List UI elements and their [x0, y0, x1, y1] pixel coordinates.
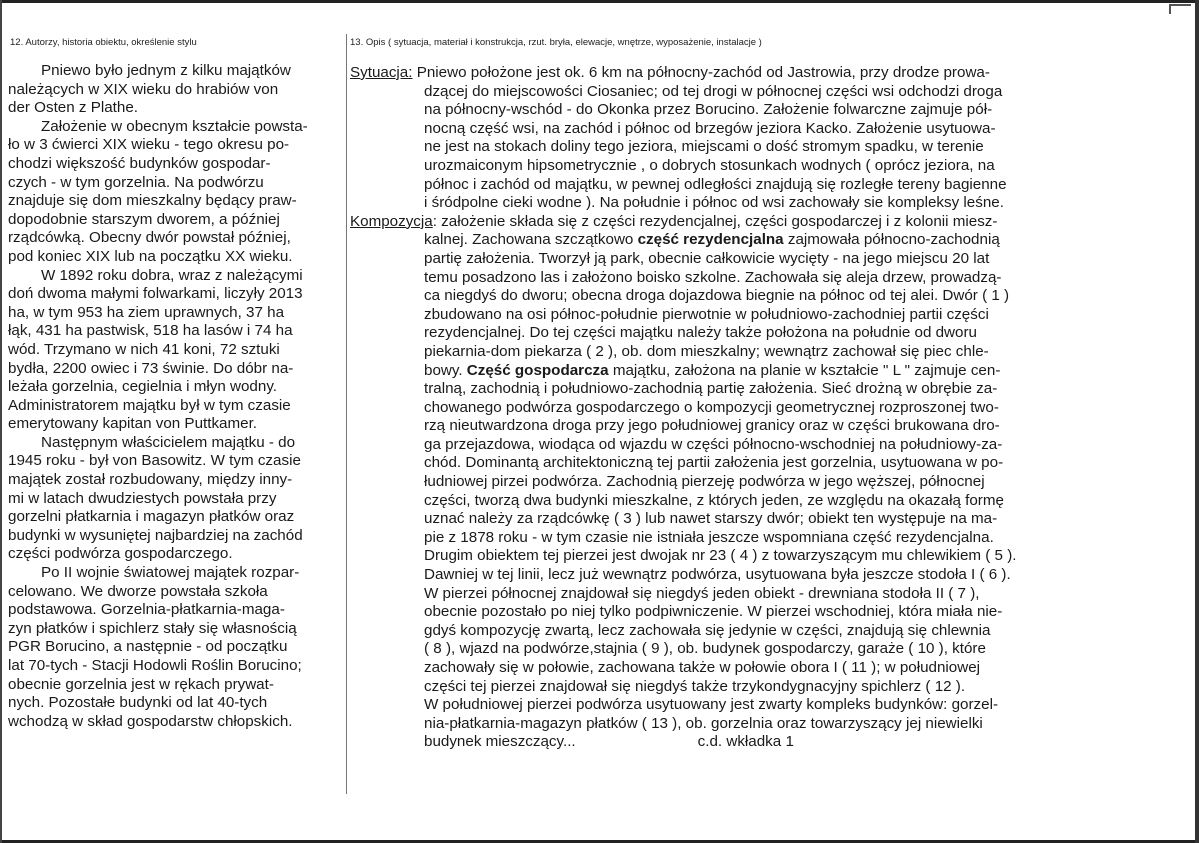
description-line: piekarnia-dom piekarza ( 2 ), ob. dom mieszkalny; wewnątrz zachował się piec chle-	[424, 342, 989, 360]
kompozycja-text: : założenie składa się z części rezydencjalnej, części gospodarczej i z kolonii miesz-	[432, 212, 998, 230]
history-line: emerytowany kapitan von Puttkamer.	[8, 415, 258, 433]
description-line: części, tworzą dwa budynki mieszkalne, z których jeden, ze względu na okazałą formę	[424, 491, 1004, 509]
history-line: części podwórza gospodarczego.	[8, 545, 233, 563]
kompozycja-label: Kompozycja	[350, 212, 433, 230]
history-line: wchodzą w skład gospodarstw chłopskich.	[8, 712, 293, 730]
description-last-line	[350, 733, 1190, 752]
description-line	[350, 231, 1190, 250]
history-line: nych. Pozostałe budynki od lat 40-tych	[8, 694, 268, 712]
history-line: der Osten z Plathe.	[8, 99, 139, 117]
history-line: mi w latach dwudziestych powstała przy	[8, 489, 277, 507]
history-line: Po II wojnie światowej majątek rozpar-	[41, 564, 300, 582]
description-line: nia-płatkarnia-magazyn płatków ( 13 ), ob. gorzelnia oraz towarzyszący jej niewielki	[424, 714, 983, 732]
description-line: chowanego podwórza gospodarczego o kompozycji geometrycznej rozproszonej two-	[424, 398, 999, 416]
bold-term-gospodarcza: Część gospodarcza	[466, 361, 609, 379]
bold-term-rezydencjalna: część rezydencjalna	[637, 231, 784, 249]
description-line: ca niegdyś do dworu; obecna droga dojazdowa biegnie na północ od tej alei. Dwór ( 1 )	[424, 287, 1010, 305]
description-line: ga przejazdowa, wiodąca od wjazdu w części północno-wschodniej na południowy-za-	[424, 435, 1003, 453]
history-line: wód. Trzymano w nich 41 koni, 72 sztuki	[8, 340, 280, 358]
scan-edge-left	[0, 0, 2, 843]
description-line: partię założenia. Tworzył ją park, obecnie całkowicie wycięty - na jego miejscu 20 lat	[424, 249, 990, 267]
text-run: bowy.	[424, 361, 467, 379]
history-line: dopodobnie starszym dworem, a później	[8, 210, 280, 228]
history-line: ło w 3 ćwierci XIX wieku - tego okresu po-	[8, 136, 290, 154]
history-line: doń dwoma małymi folwarkami, liczyły 2013	[8, 285, 303, 303]
section-12-header: 12. Autorzy, historia obiektu, określenie stylu	[10, 37, 197, 48]
history-line: W 1892 roku dobra, wraz z należącymi	[41, 266, 303, 284]
text-run: kalnej. Zachowana szczątkowo	[424, 231, 638, 249]
history-line: znajduje się dom mieszkalny będący praw-	[8, 192, 297, 210]
history-line: celowano. We dworze powstała szkoła	[8, 582, 268, 600]
history-line: Administratorem majątku był w tym czasie	[8, 396, 291, 414]
description-line: uznać należy za rządcówkę ( 3 ) lub nawet starszy dwór; obiekt ten występuje na ma-	[424, 510, 998, 528]
scan-edge-top	[0, 0, 1199, 3]
description-line: ne jest na stokach doliny tego jeziora, miejscami o dość stromym spadku, w terenie	[424, 138, 984, 156]
description-line: rzą nieutwardzona droga przy jego południowej granicy oraz w części brukowana dro-	[424, 417, 1000, 435]
description-line	[350, 362, 1190, 381]
description-line: W południowej pierzei podwórza usytuowany jest zwarty kompleks budynków: gorzel-	[424, 696, 999, 714]
sytuacja-label: Sytuacja:	[350, 64, 413, 81]
description-line: W pierzei północnej znajdował się niegdyś jeden obiekt - drewniana stodoła II ( 7 ),	[424, 584, 980, 602]
history-line: PGR Borucino, a następnie - od początku	[8, 638, 288, 656]
description-line: obecnie pozostało po niej tylko podpiwniczenie. W pierzei wschodniej, która miała nie-	[424, 603, 1003, 621]
text-run: budynek mieszczący...	[424, 733, 576, 751]
scan-edge-right	[1195, 0, 1199, 843]
history-line: majątek został rozbudowany, między inny-	[8, 471, 293, 489]
description-line: łudniowej pirzei podwórza. Zachodnią pierzeję podwórza w jego węższej, północnej	[424, 473, 985, 491]
history-line: Założenie w obecnym kształcie powsta-	[41, 117, 308, 135]
description-line: tralną, zachodnią i południowo-zachodnią partię założenia. Sieć drożną w obrębie za-	[424, 380, 998, 398]
corner-mark	[1169, 4, 1191, 14]
description-line: rezydencjalnej. Do tej części majątku należy także położona na południe od dworu	[424, 324, 977, 342]
description-line: zbudowano na osi północ-południe pierwotnie w południowo-zachodniej partii części	[424, 305, 989, 323]
description-column	[350, 64, 1190, 752]
description-line: ( 8 ), wjazd na podwórze,stajnia ( 9 ), ob. budynek gospodarczy, garaże ( 10 ), które	[424, 640, 986, 658]
text-run: majątku, założona na planie w kształcie " L " zajmuje cen-	[608, 361, 1001, 379]
description-line: temu posadzono las i założono boisko szkolne. Zachowała się aleja drzew, prowadzą-	[424, 268, 1002, 286]
history-line: bydła, 2200 owiec i 73 świnie. Do dóbr na-	[8, 359, 294, 377]
description-line: zachowały się w połowie, zachowana także w połowie obora I ( 11 ); w południowej	[424, 659, 981, 676]
description-line: nocną część wsi, na zachód i północ od brzegów jeziora Kacko. Założenie usytuowa-	[424, 119, 996, 137]
history-line: chodzi większość budynków gospodar-	[8, 154, 271, 172]
description-line: dzącej do miejscowości Ciosaniec; od tej drogi w północnej części wsi odchodzi droga	[424, 82, 1003, 100]
history-line: pod koniec XIX lub na początku XX wieku.	[8, 247, 293, 265]
history-line: łąk, 431 ha pastwisk, 518 ha lasów i 74 ha	[8, 322, 293, 340]
history-line: czych - w tym gorzelnia. Na podwórzu	[8, 173, 264, 191]
history-line: Pniewo było jednym z kilku majątków	[41, 62, 291, 79]
section-13-header: 13. Opis ( sytuacja, materiał i konstrukcja, rzut. bryła, elewacje, wnętrze, wyposażenie, instalacje )	[350, 37, 762, 48]
description-line: części tej pierzei znajdował się niegdyś także trzykondygnacyjny spichlerz ( 12 ).	[424, 677, 966, 695]
history-line: gorzelni płatkarnia i magazyn płatków oraz	[8, 508, 295, 526]
kompozycja-first-line	[350, 213, 1190, 232]
description-line: chód. Dominantą architektoniczną tej partii założenia jest gorzelnia, usytuowana w po-	[424, 454, 1004, 472]
history-line: 1945 roku - był von Basowitz. W tym czasie	[8, 452, 301, 470]
description-line: pie z 1878 roku - w tym czasie nie istniała jeszcze wspomniana część rezydencjalna.	[424, 528, 994, 546]
history-line: zyn płatków i spichlerz stały się własnością	[8, 619, 297, 637]
description-line: północ i zachód od majątku, w pewnej odległości znajdują się rozległe tereny bagienne	[424, 175, 1007, 193]
text-run: zajmowała północno-zachodnią	[783, 231, 1000, 249]
description-line: Drugim obiektem tej pierzei jest dwojak nr 23 ( 4 ) z towarzyszącym mu chlewikiem ( 5 ).	[424, 547, 1017, 565]
description-line: urozmaiconym hipsometrycznie , o dobrych stosunkach wodnych ( oprócz jeziora, na	[424, 156, 995, 174]
history-line: należących w XIX wieku do hrabiów von	[8, 80, 279, 98]
description-line: Dawniej w tej linii, lecz już wewnątrz podwórza, usytuowana była jeszcze stodoła I ( 6 ).	[424, 566, 1011, 584]
history-line: leżała gorzelnia, cegielnia i młyn wodny.	[8, 378, 278, 396]
sytuacja-first-line	[350, 64, 1190, 83]
description-line: i śródpolne cieki wodne ). Na południe i północ od wsi zachowały sie kompleksy leśne.	[424, 194, 1004, 212]
description-line: na północny-wschód - do Okonka przez Borucino. Założenie folwarczne zajmuje pół-	[424, 101, 993, 119]
history-line: rządcówką. Obecny dwór powstał później,	[8, 229, 291, 247]
continuation-note: c.d. wkładka 1	[697, 733, 794, 751]
history-line: obecnie gorzelnia jest w rękach prywat-	[8, 675, 274, 693]
history-line: budynki w wysuniętej najbardziej na zachód	[8, 526, 303, 544]
description-line: gdyś kompozycję zwartą, lecz zachowała się jedynie w części, znajdują się chlewnia	[424, 621, 991, 639]
sytuacja-text: Pniewo położone jest ok. 6 km na północny-zachód od Jastrowia, przy drodze prowa-	[412, 64, 990, 81]
history-column	[8, 62, 350, 731]
history-line: Następnym właścicielem majątku - do	[41, 433, 296, 451]
history-line: ha, w tym 953 ha ziem uprawnych, 37 ha	[8, 303, 285, 321]
history-line: lat 70-tych - Stacji Hodowli Roślin Borucino;	[8, 657, 302, 674]
history-line: podstawowa. Gorzelnia-płatkarnia-maga-	[8, 601, 285, 619]
